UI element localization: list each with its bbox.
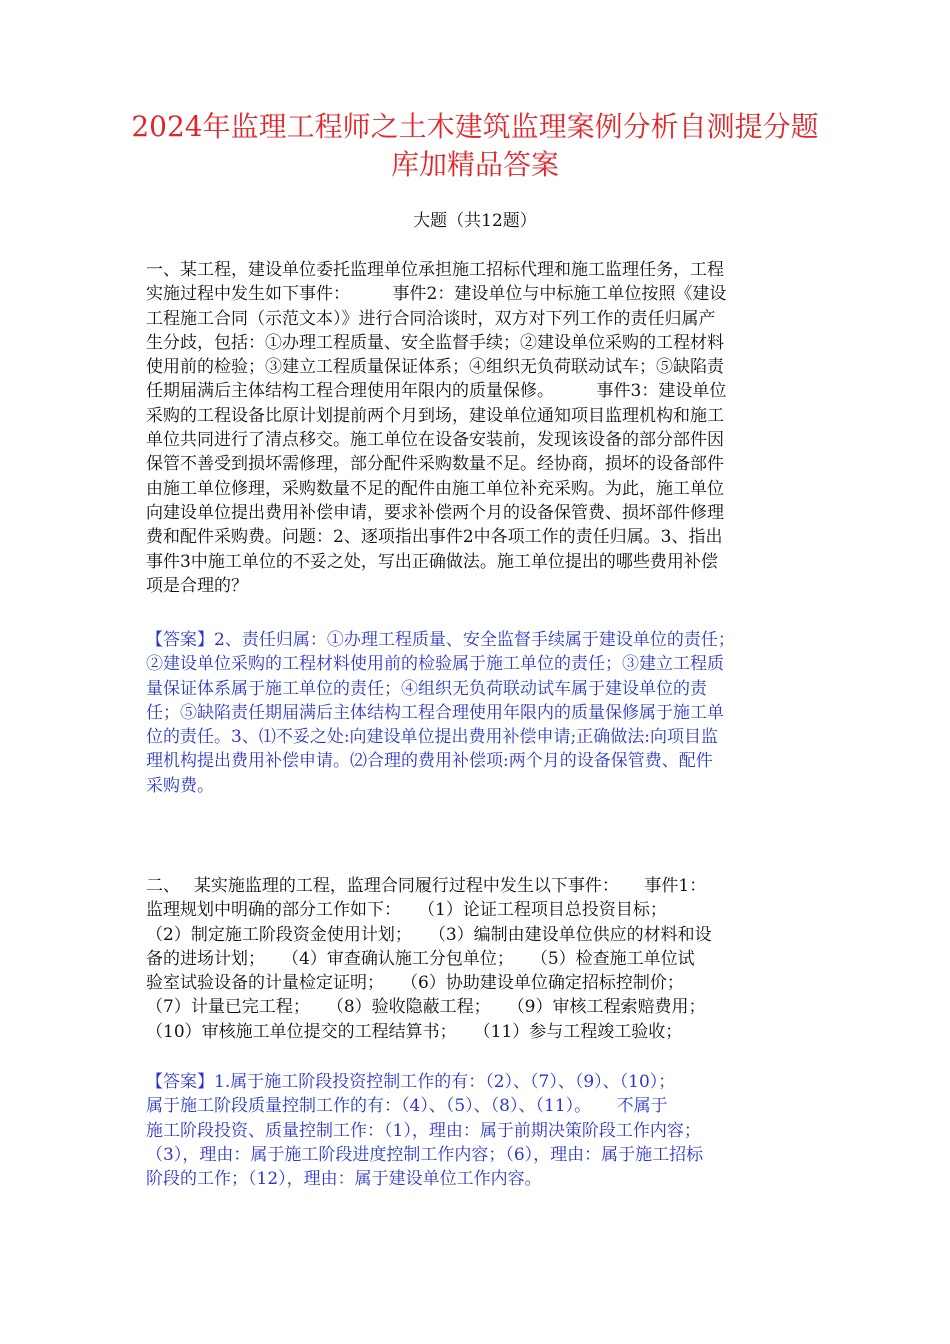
text-line: 保管不善受到损坏需修理，部分配件采购数量不足。经协商，损坏的设备部件 bbox=[146, 454, 724, 475]
text-line: 施工阶段投资、质量控制工作：（1），理由：属于前期决策阶段工作内容； bbox=[146, 1120, 701, 1141]
text-line: 项是合理的？ bbox=[146, 575, 248, 596]
text-line: 采购费。 bbox=[146, 775, 214, 796]
text-line: 量保证体系属于施工单位的责任；④组织无负荷联动试车属于建设单位的责 bbox=[146, 678, 707, 699]
text-line: 二、 某实施监理的工程，监理合同履行过程中发生以下事件： 事件1： bbox=[146, 876, 707, 896]
text-line: 费和配件采购费。问题：2、逐项指出事件2中各项工作的责任归属。3、指出 bbox=[146, 527, 723, 548]
text-line: 任期届满后主体结构工程合理使用年限内的质量保修。 事件3：建设单位 bbox=[146, 381, 727, 402]
text-line: 采购的工程设备比原计划提前两个月到场，建设单位通知项目监理机构和施工 bbox=[146, 405, 724, 426]
text-line: （3），理由：属于施工阶段进度控制工作内容；（6），理由：属于施工招标 bbox=[146, 1144, 704, 1165]
text-line: 生分歧，包括：①办理工程质量、安全监督手续；②建设单位采购的工程材料 bbox=[146, 332, 724, 353]
text-line: 备的进场计划； （4）审查确认施工分包单位； （5）检查施工单位试 bbox=[146, 948, 695, 969]
text-line: 【答案】1.属于施工阶段投资控制工作的有：（2）、（7）、（9）、（10）； bbox=[146, 1072, 676, 1092]
question-2 bbox=[146, 874, 810, 1044]
text-line: 由施工单位修理，采购数量不足的配件由施工单位补充采购。为此，施工单位 bbox=[146, 478, 724, 499]
text-line: 位的责任。3、⑴不妥之处:向建设单位提出费用补偿申请;正确做法:向项目监 bbox=[146, 727, 718, 748]
text-line: 事件3中施工单位的不妥之处，写出正确做法。施工单位提出的哪些费用补偿 bbox=[146, 551, 718, 572]
text-line: 向建设单位提出费用补偿申请，要求补偿两个月的设备保管费、损坏部件修理 bbox=[146, 502, 724, 523]
text-line: ②建设单位采购的工程材料使用前的检验属于施工单位的责任；③建立工程质 bbox=[146, 654, 724, 675]
text-line: （10）审核施工单位提交的工程结算书； （11）参与工程竣工验收； bbox=[146, 1021, 683, 1042]
question-1 bbox=[146, 258, 810, 598]
section-heading: 大题（共12题） bbox=[413, 211, 537, 231]
answer-1 bbox=[146, 628, 810, 798]
text-line: 一、某工程，建设单位委托监理单位承担施工招标代理和施工监理任务，工程 bbox=[146, 260, 724, 280]
text-line: 任；⑤缺陷责任期届满后主体结构工程合理使用年限内的质量保修属于施工单 bbox=[146, 702, 724, 723]
text-line: 属于施工阶段质量控制工作的有：（4）、（5）、（8）、（11）。 不属于 bbox=[146, 1096, 668, 1117]
text-line: 阶段的工作；（12），理由：属于建设单位工作内容。 bbox=[146, 1169, 542, 1190]
text-line: 监理规划中明确的部分工作如下： （1）论证工程项目总投资目标； bbox=[146, 900, 667, 921]
document-title: 2024年监理工程师之土木建筑监理案例分析自测提分题库加精品答案 bbox=[131, 110, 819, 181]
text-line: （7）计量已完工程； （8）验收隐蔽工程； （9）审核工程索赔费用； bbox=[146, 997, 706, 1018]
text-line: 单位共同进行了清点移交。施工单位在设备安装前，发现该设备的部分部件因 bbox=[146, 430, 724, 451]
text-line: 理机构提出费用补偿申请。⑵合理的费用补偿项:两个月的设备保管费、配件 bbox=[146, 751, 713, 772]
text-line: 实施过程中发生如下事件： 事件2：建设单位与中标施工单位按照《建设 bbox=[146, 284, 727, 305]
answer-2 bbox=[146, 1070, 810, 1191]
text-line: 工程施工合同（示范文本）》进行合同洽谈时，双方对下列工作的责任归属产 bbox=[146, 308, 716, 329]
text-line: 【答案】2、责任归属：①办理工程质量、安全监督手续属于建设单位的责任； bbox=[146, 630, 735, 650]
text-line: 验室试验设备的计量检定证明； （6）协助建设单位确定招标控制价； bbox=[146, 973, 684, 994]
text-line: 使用前的检验；③建立工程质量保证体系；④组织无负荷联动试车；⑤缺陷责 bbox=[146, 357, 724, 378]
text-line: （2）制定施工阶段资金使用计划； （3）编制由建设单位供应的材料和设 bbox=[146, 924, 712, 945]
